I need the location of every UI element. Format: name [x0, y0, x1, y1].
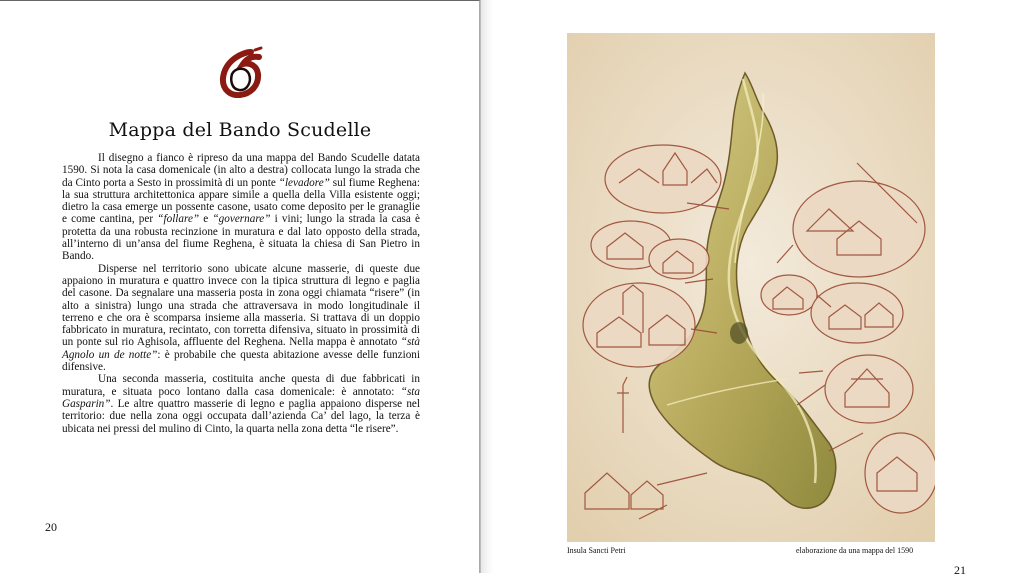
- body-paragraph: [62, 373, 420, 434]
- text-run: Una seconda masseria, costituita anche questa di due fabbricati in muratura, e situata poco lontano dalla casa domenicale: è annotato:: [62, 373, 420, 398]
- map-caption-right: elaborazione da una mappa del 1590: [796, 546, 914, 555]
- text-run: e: [199, 213, 213, 226]
- text-run: sul fiume Reghena: la sua struttura architettonica appare simile a quella della Villa esistente oggi; dietro la casa emerge un possente casone, usato come deposito per le granaglie e come cantina, per: [62, 176, 420, 226]
- book-gutter: [480, 0, 495, 573]
- italic-term: “follare”: [157, 213, 200, 226]
- italic-term: “stà Agnolo un de notte”: [62, 336, 420, 361]
- italic-term: “sta Gasparin”: [62, 385, 420, 410]
- historic-map-illustration: [567, 33, 935, 542]
- italic-term: “levadore”: [278, 176, 330, 189]
- text-run: Il disegno a fianco è ripreso da una mappa del Bando Scudelle datata 1590. Si nota la casa domenicale (in alto a destra) collocata lungo la strada che da Cinto porta a Sesto in prossimità di un ponte: [62, 152, 420, 189]
- page-title: Mappa del Bando Scudelle: [108, 119, 372, 141]
- body-paragraph: [62, 263, 420, 374]
- left-page: [0, 0, 480, 573]
- page-number-right: 21: [954, 563, 966, 577]
- page-number-left: 20: [45, 520, 57, 534]
- text-run: : è probabile che questa abitazione avesse delle funzioni difensive.: [62, 348, 421, 374]
- map-caption-left: Insula Sancti Petri: [567, 546, 626, 555]
- italic-term: “governare”: [212, 213, 271, 226]
- body-paragraph: [62, 152, 420, 263]
- text-run: i vini; lungo la strada la casa è protetta da una robusta recinzione in muratura e dal lato opposto della strada, all’interno di un’ansa del fiume Reghena, è situata la chiesa di San Pietro in Bando.: [62, 213, 421, 263]
- body-text: [62, 152, 420, 435]
- decorative-initial-icon: [217, 46, 263, 98]
- text-run: Disperse nel territorio sono ubicate alcune masserie, di queste due appaiono in muratura e quattro invece con la tipica struttura di legno e paglia del casone. Da segnalare una masseria posta in zona oggi chiamata “risere” (in alto a sinistra) lungo una strada che attraversava in modo longitudinale il terreno e che ora è scomparsa insieme alla masseria. Si trattava di un doppio fabbricato in muratura, recintato, con torretta difensiva, situato in prossimità di un ponte sul rio Aghisola, affluente del Reghena. Nella mappa è annotato: [62, 262, 420, 349]
- text-run: . Le altre quattro masserie di legno e paglia appaiono disperse nel territorio: due nella zona oggi occupata dall’azienda Ca’ del lago, la terza è ubicata nei pressi del mulino di Cinto, la quarta nella zona detta “le risere”.: [62, 397, 420, 435]
